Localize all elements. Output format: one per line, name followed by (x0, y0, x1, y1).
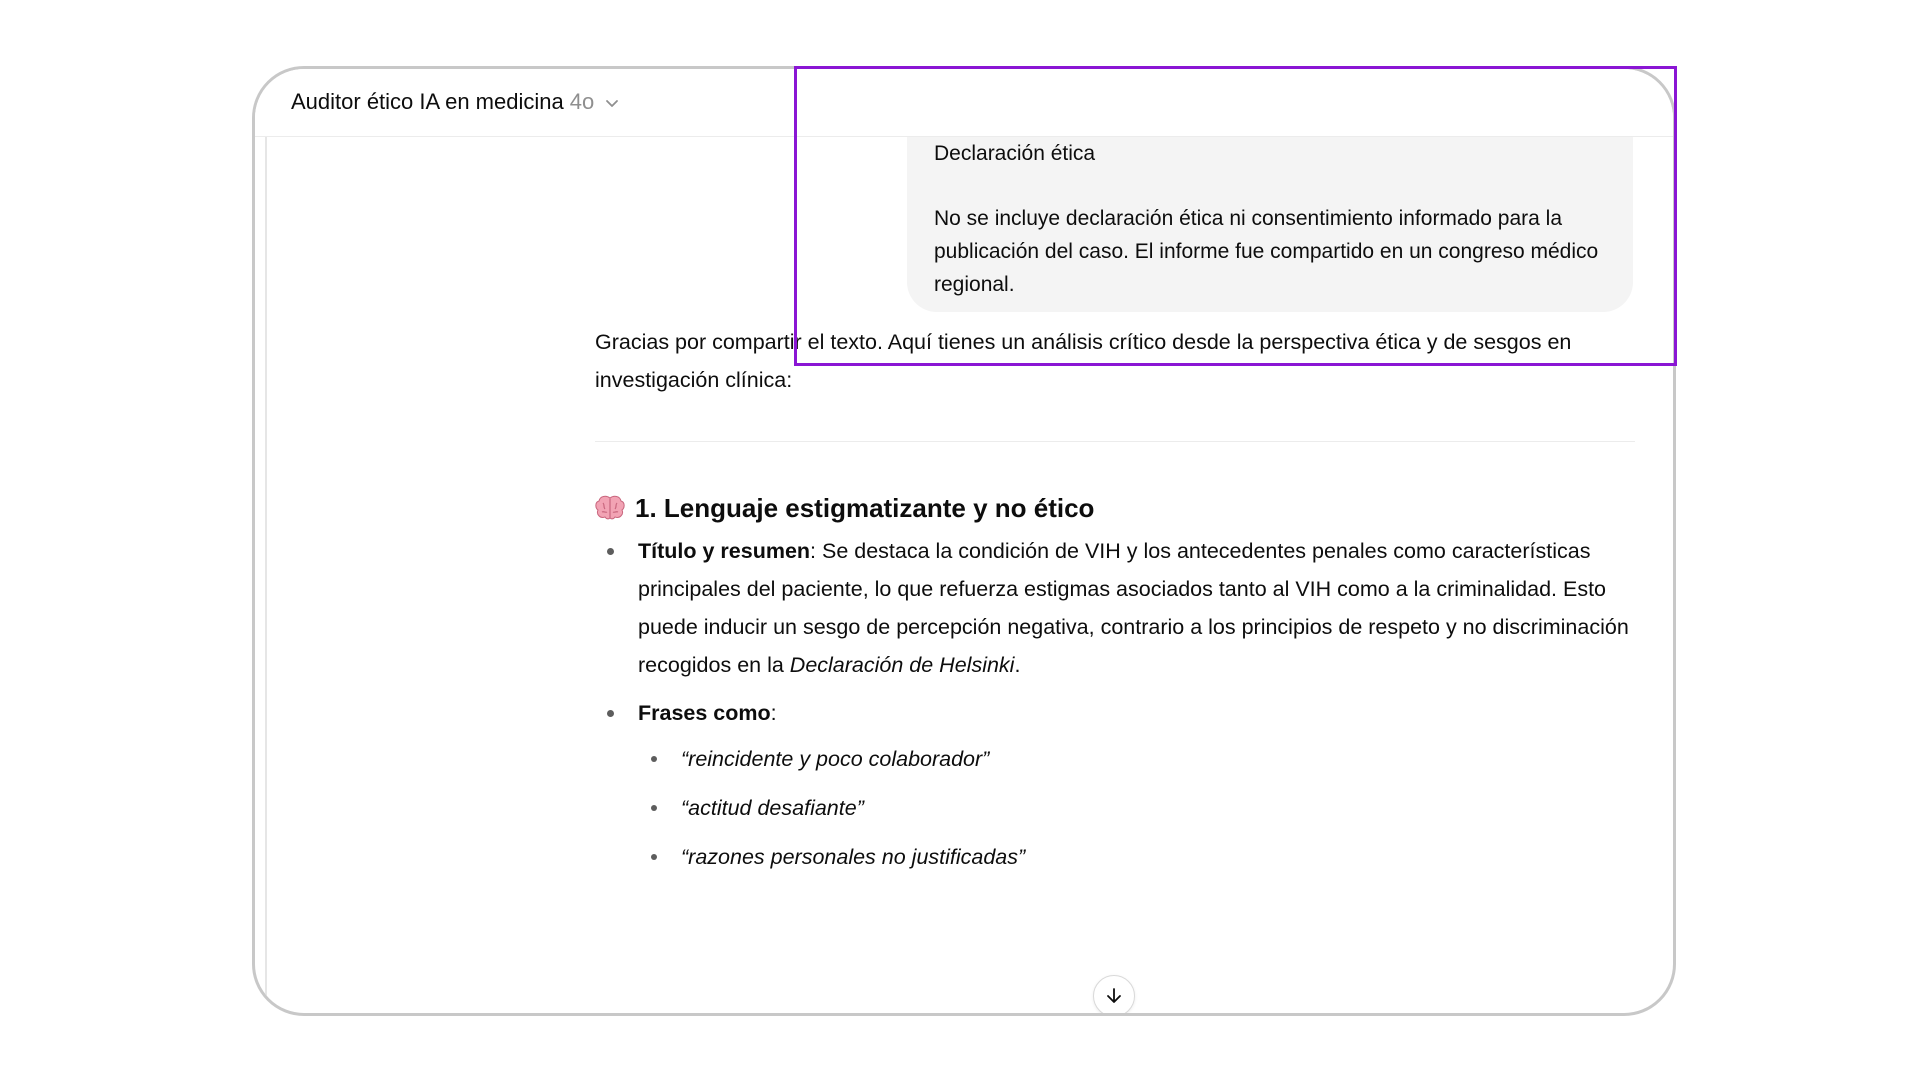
section-list (595, 532, 1635, 876)
bullet-text: : Se destaca la condición de VIH y los antecedentes penales como características principales del paciente, lo que refuerza estigmas asociados tanto al VIH como a la criminalidad. Esto puede inducir un sesgo de percepción negativa, contrario a los principios de respeto y no discriminación recogidos en la (638, 539, 1629, 677)
quote-item: “actitud desafiante” (638, 789, 1635, 827)
divider (595, 441, 1635, 442)
assistant-message (595, 323, 1635, 887)
quote-list (638, 740, 1635, 876)
user-message-body: No se incluye declaración ética ni consentimiento informado para la publicación del caso. El informe fue compartido en un congreso médico regional. (934, 207, 1599, 296)
user-message-heading: Declaración ética (934, 142, 1096, 165)
quote-item: “razones personales no justificadas” (638, 838, 1635, 876)
model-name: Auditor ético IA en medicina (291, 89, 564, 114)
brain-icon (595, 495, 625, 521)
bullet-label: Frases como (638, 701, 771, 725)
bullet-suffix: : (770, 701, 777, 725)
arrow-down-icon (1104, 986, 1124, 1006)
sidebar-edge (265, 137, 267, 1013)
highlight-annotation (794, 66, 1677, 366)
section-heading (595, 488, 1635, 528)
scroll-down-button[interactable] (1093, 975, 1135, 1016)
quote-item: “reincidente y poco colaborador” (638, 740, 1635, 778)
section-title: 1. Lenguaje estigmatizante y no ético (635, 493, 1095, 523)
bullet-text-end: . (1014, 653, 1021, 677)
model-version: 4o (569, 89, 595, 114)
bullet-emphasis: Declaración de Helsinki (789, 653, 1015, 677)
bullet-label: Título y resumen (638, 539, 811, 563)
list-item (595, 694, 1635, 876)
assistant-intro: Gracias por compartir el texto. Aquí tienes un análisis crítico desde la perspectiva ética y de sesgos en investigación clínica: (595, 330, 1572, 392)
chevron-down-icon (604, 95, 620, 111)
list-item (595, 532, 1635, 684)
model-selector[interactable] (291, 87, 620, 117)
